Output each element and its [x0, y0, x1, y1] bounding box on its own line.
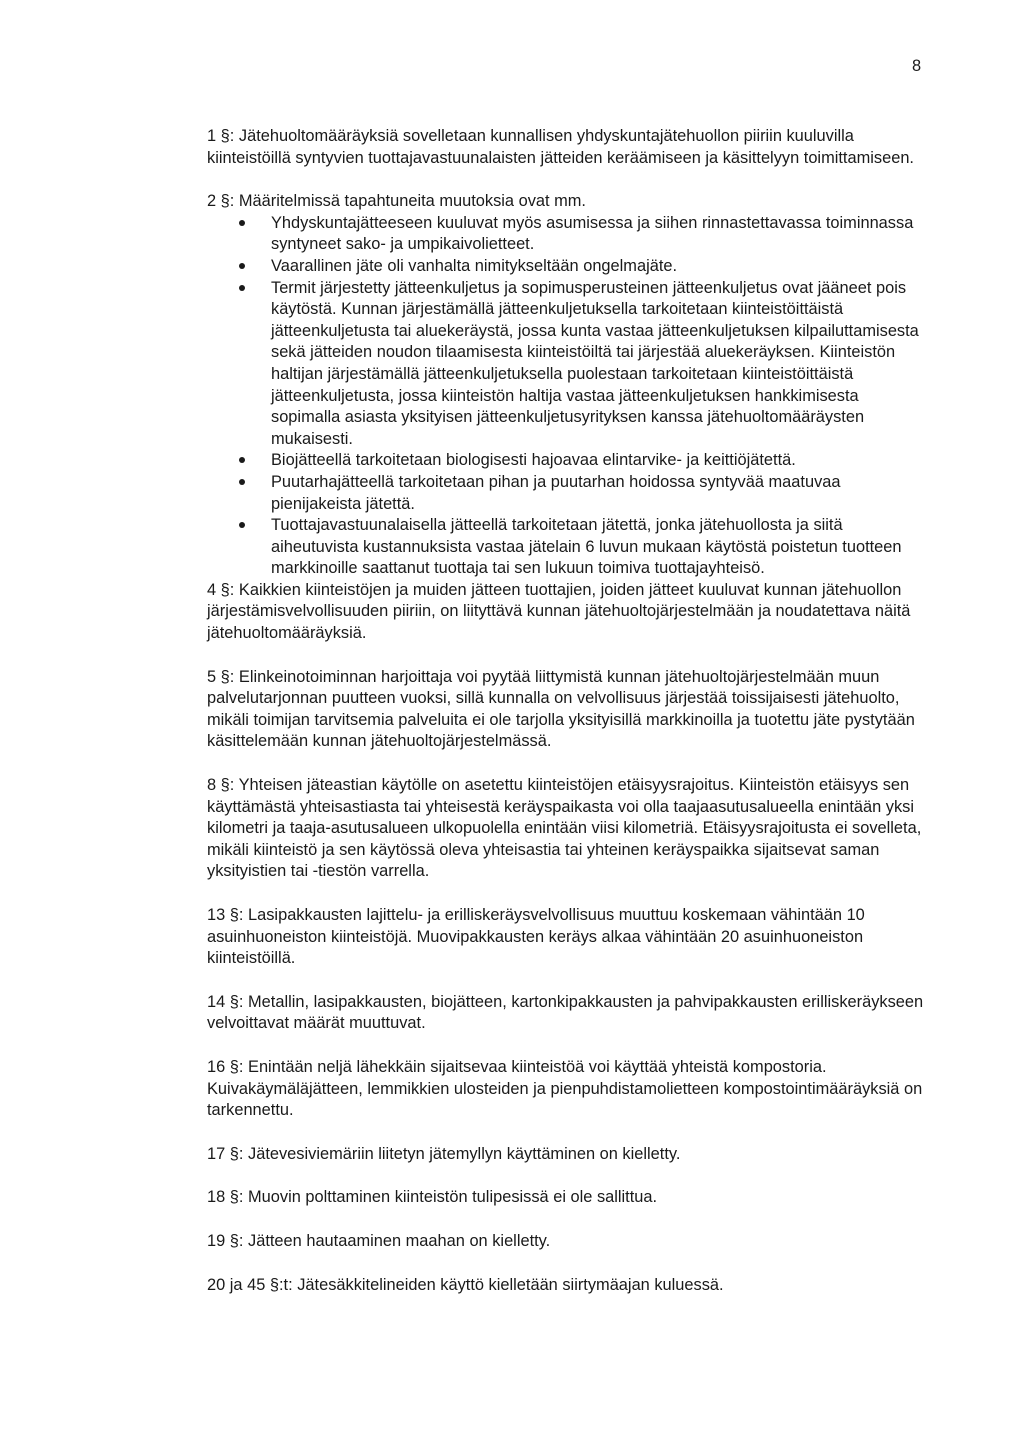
- bullet-icon: [239, 263, 245, 269]
- paragraph-section-5: 5 §: Elinkeinotoiminnan harjoittaja voi pyytää liittymistä kunnan jätehuoltojärjestelmään muun palvelutarjonnan puutteen vuoksi, sillä kunnalla on velvollisuus järjestää toissijaisesti jätehuolto, mikäli toimijan tarvitsemia palveluita ei ole tarjolla yksityisillä markkinoilla ja tuotettu jäte pystytään käsittelemään kunnan jätehuoltojärjestelmässä.: [207, 667, 915, 751]
- definitions-list: [207, 213, 927, 580]
- paragraph-section-16: 16 §: Enintään neljä lähekkäin sijaitsevaa kiinteistöä voi käyttää yhteistä kompostoria. Kuivakäymäläjätteen, lemmikkien ulosteiden ja pienpuhdistamolietteen kompostointimääräyksiä on tarkennettu.: [207, 1057, 923, 1120]
- bullet-icon: [239, 457, 245, 463]
- list-item: [207, 256, 927, 278]
- paragraph-section-2: 2 §: Määritelmissä tapahtuneita muutoksia ovat mm.: [207, 192, 586, 211]
- list-item-text: Puutarhajätteellä tarkoitetaan pihan ja puutarhan hoidossa syntyvää maatuvaa pienijakeista jätettä.: [271, 472, 841, 513]
- list-item-text: Yhdyskuntajätteeseen kuuluvat myös asumisessa ja siihen rinnastettavassa toiminnassa syntyneet sako- ja umpikaivolietteet.: [271, 213, 914, 254]
- paragraph-section-8: 8 §: Yhteisen jäteastian käytölle on asetettu kiinteistöjen etäisyysrajoitus. Kiinteistön etäisyys sen käyttämästä yhteisastiasta tai yhteisestä keräyspaikasta voi olla taajaasutusalueella enintään yksi kilometri ja taaja-asutusalueen ulkopuolella enintään viisi kilometriä. Etäisyysrajoitusta ei sovelleta, mikäli kiinteistö ja sen käytössä oleva yhteisastia tai yhteinen keräyspaikka sijaitsevat saman yksityistien tai -tiestön varrella.: [207, 776, 922, 881]
- list-item: [207, 515, 927, 580]
- list-item: [207, 472, 927, 515]
- list-item: [207, 278, 927, 451]
- paragraph-section-18: 18 §: Muovin polttaminen kiinteistön tulipesissä ei ole sallittua.: [207, 1188, 658, 1207]
- paragraph-section-20-45: 20 ja 45 §:t: Jätesäkkitelineiden käyttö kielletään siirtymäajan kuluessä.: [207, 1275, 724, 1294]
- paragraph-section-17: 17 §: Jätevesiviemäriin liitetyn jätemyllyn käyttäminen on kielletty.: [207, 1144, 681, 1163]
- list-item: [207, 213, 927, 256]
- list-item-text: Termit järjestetty jätteenkuljetus ja sopimusperusteinen jätteenkuljetus ovat jääneet pois käytöstä. Kunnan järjestämällä jätteenkuljetuksella tarkoitetaan kiinteistöittäistä jätteenkuljetusta tai aluekeräystä, jossa kunta vastaa jätteenkuljetuksen kilpailuttamisesta sekä jätteiden noudon tilaamisesta kiinteistöiltä tai järjestää aluekeräyksen. Kiinteistön haltijan järjestämällä jätteenkuljetuksella puolestaan tarkoitetaan kiinteistöittäistä jätteenkuljetusta, jossa kiinteistön haltija vastaa jätteenkuljetuksen hankkimisesta sopimalla asiasta yksityisen jätteenkuljetusyrityksen kanssa jätehuoltomääräysten mukaisesti.: [271, 278, 919, 448]
- page-number: 8: [912, 57, 922, 75]
- paragraph-section-19: 19 §: Jätteen hautaaminen maahan on kielletty.: [207, 1231, 551, 1250]
- paragraph-section-14: 14 §: Metallin, lasipakkausten, biojätteen, kartonkipakkausten ja pahvipakkausten erilliskeräykseen velvoittavat määrät muuttuvat.: [207, 992, 924, 1033]
- paragraph-section-4: 4 §: Kaikkien kiinteistöjen ja muiden jätteen tuottajien, joiden jätteet kuuluvat kunnan jätehuollon järjestämisvelvollisuuden piiriin, on liityttävä kunnan jätehuoltojärjestelmään ja noudatettava näitä jätehuoltomääräyksiä.: [207, 580, 911, 643]
- list-item-text: Biojätteellä tarkoitetaan biologisesti hajoavaa elintarvike- ja keittiöjätettä.: [271, 451, 796, 470]
- paragraph-section-1: 1 §: Jätehuoltomääräyksiä sovelletaan kunnallisen yhdyskuntajätehuollon piiriin kuuluvilla kiinteistöillä syntyvien tuottajavastuunalaisten jätteiden keräämiseen ja käsittelyyn toimittamiseen.: [207, 127, 914, 167]
- bullet-icon: [239, 285, 245, 291]
- list-item-text: Vaarallinen jäte oli vanhalta nimitykseltään ongelmajäte.: [271, 256, 678, 275]
- list-item-text: Tuottajavastuunalaisella jätteellä tarkoitetaan jätettä, jonka jätehuollosta ja siitä aiheutuvista kustannuksista vastaa jätelain 6 luvun mukaan käytöstä poistetun tuotteen markkinoille saattanut tuottaja tai sen lukuun toimiva tuottajayhteisö.: [271, 516, 902, 578]
- paragraph-section-13: 13 §: Lasipakkausten lajittelu- ja erilliskeräysvelvollisuus muuttuu koskemaan vähintään 10 asuinhuoneiston kiinteistöjä. Muovipakkausten keräys alkaa vähintään 20 asuinhuoneiston kiinteistöillä.: [207, 906, 865, 968]
- bullet-icon: [239, 479, 245, 485]
- bullet-icon: [239, 220, 245, 226]
- list-item: [207, 450, 927, 472]
- document-body: [207, 126, 927, 1318]
- bullet-icon: [239, 522, 245, 528]
